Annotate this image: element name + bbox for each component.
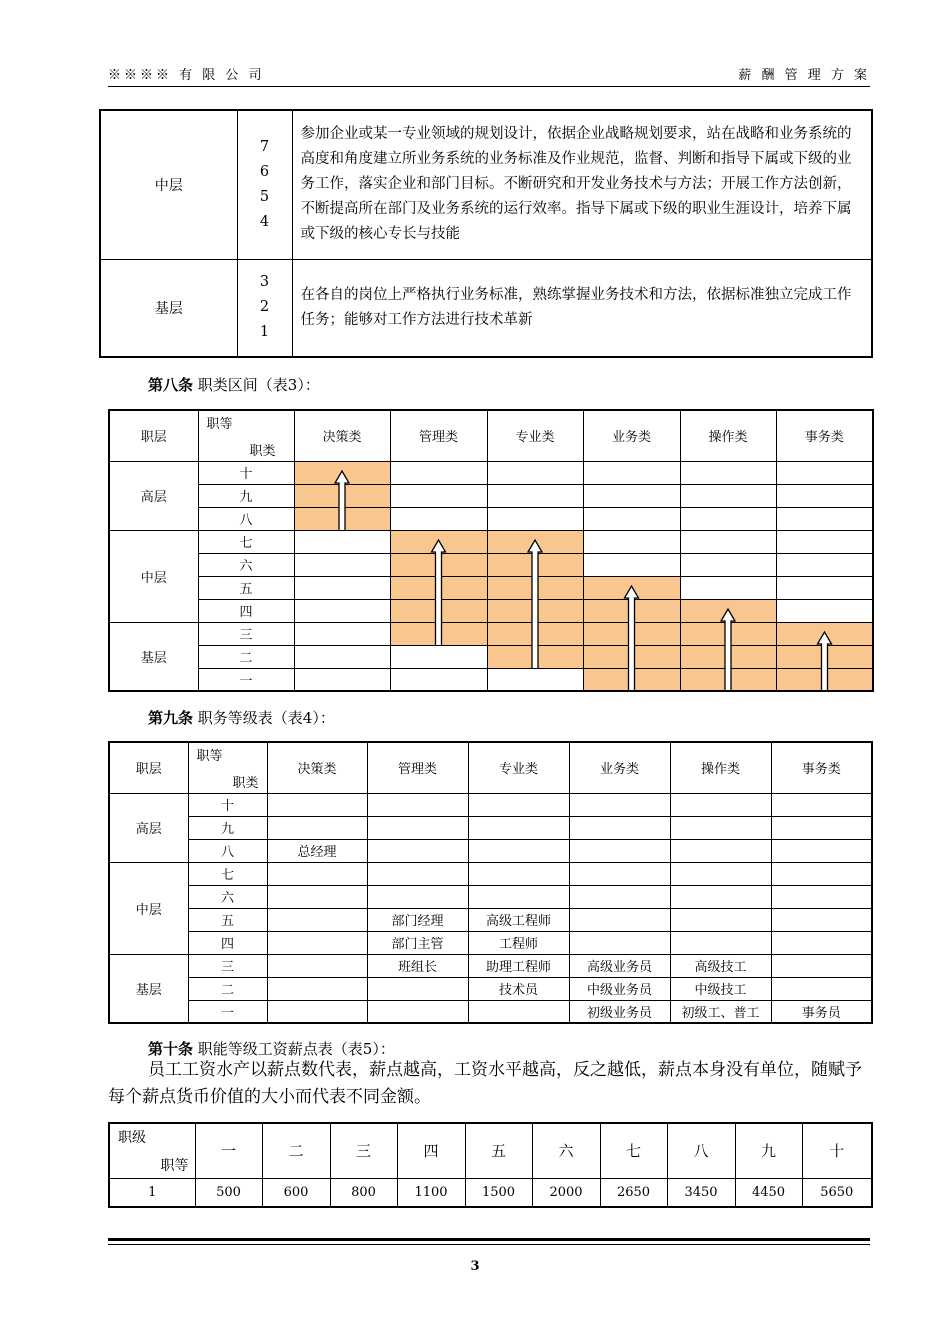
range-cell (680, 645, 776, 668)
section-10-heading: 第十条 职能等级工资薪点表（表5）： (148, 1040, 395, 1058)
table-row (109, 576, 873, 599)
category-header: 操作类 (680, 410, 776, 461)
points-cell: 500 (195, 1178, 262, 1207)
points-cell: 800 (330, 1178, 397, 1207)
position-cell (569, 793, 670, 816)
table-row (109, 507, 873, 530)
range-cell (776, 553, 873, 576)
grade-cell: 一 (188, 1000, 267, 1023)
category-header: 操作类 (670, 742, 771, 793)
range-cell (583, 553, 680, 576)
diagonal-header: 职类 职等 (198, 410, 294, 461)
grade-cell: 六 (188, 885, 267, 908)
grade-cell: 三 (198, 622, 294, 645)
position-cell: 部门主管 (367, 931, 468, 954)
grade-cell: 六 (198, 553, 294, 576)
range-cell (680, 622, 776, 645)
position-cell (267, 1000, 367, 1023)
range-cell (294, 622, 390, 645)
range-cell (390, 507, 487, 530)
range-cell (583, 507, 680, 530)
position-cell (670, 793, 771, 816)
grade-list: 3 2 1 (237, 259, 292, 357)
range-cell (776, 576, 873, 599)
grade-cell: 十 (188, 793, 267, 816)
range-cell (390, 553, 487, 576)
position-cell: 事务员 (771, 1000, 872, 1023)
position-cell (367, 977, 468, 1000)
position-cell (468, 862, 569, 885)
range-cell (487, 461, 583, 484)
grade-cell: 二 (198, 645, 294, 668)
description-cell: 在各自的岗位上严格执行业务标准，熟练掌握业务技术和方法，依据标准独立完成工作任务；能够对工作方法进行技术革新 (292, 259, 872, 357)
level-header: 职层 (109, 742, 188, 793)
range-cell (583, 576, 680, 599)
category-header: 专业类 (487, 410, 583, 461)
position-cell (569, 931, 670, 954)
position-cell (468, 885, 569, 908)
rank-cell: 1 (109, 1178, 195, 1207)
level-cell: 中层 (100, 110, 237, 259)
points-cell: 2650 (600, 1178, 667, 1207)
table-row (109, 461, 873, 484)
range-cell (294, 461, 390, 484)
table-row (109, 1000, 872, 1023)
grade-header: 二 (262, 1123, 330, 1178)
section-9-heading: 第九条 职务等级表（表4）： (148, 709, 335, 727)
position-cell: 部门经理 (367, 908, 468, 931)
position-cell: 技术员 (468, 977, 569, 1000)
range-cell (390, 530, 487, 553)
range-table (108, 409, 874, 692)
range-cell (390, 599, 487, 622)
grade-cell: 七 (188, 862, 267, 885)
table-row (109, 977, 872, 1000)
range-cell (680, 576, 776, 599)
section-8-heading: 第八条 职类区间（表3）： (148, 376, 320, 394)
grade-cell: 四 (188, 931, 267, 954)
range-cell (390, 461, 487, 484)
range-cell (680, 553, 776, 576)
table-row (109, 885, 872, 908)
range-cell (776, 530, 873, 553)
range-cell (583, 645, 680, 668)
position-cell (367, 1000, 468, 1023)
header-rule (108, 86, 870, 87)
grade-cell: 十 (198, 461, 294, 484)
grade-cell: 八 (188, 839, 267, 862)
position-cell (267, 977, 367, 1000)
table-header-row (109, 1123, 872, 1178)
points-cell: 4450 (735, 1178, 802, 1207)
points-cell: 1100 (397, 1178, 465, 1207)
range-cell (680, 484, 776, 507)
category-header: 决策类 (267, 742, 367, 793)
category-header: 管理类 (390, 410, 487, 461)
level-description-table (99, 109, 873, 358)
level-cell: 基层 (109, 622, 198, 691)
table-row (109, 839, 872, 862)
position-cell (468, 1000, 569, 1023)
table-row (100, 259, 872, 357)
position-cell (670, 862, 771, 885)
range-cell (294, 668, 390, 691)
grade-header: 五 (465, 1123, 532, 1178)
description-cell: 参加企业或某一专业领域的规划设计，依据企业战略规划要求，站在战略和业务系统的高度和角度建立所业务系统的业务标准及作业规范，监督、判断和指导下属或下级的业务工作，落实企业和部门目标。不断研究和开发业务技术与方法；开展工作方法创新，不断提高所在部门及业务系统的运行效率。指导下属或下级的职业生涯设计，培养下属或下级的核心专长与技能 (292, 110, 872, 259)
grade-cell: 五 (188, 908, 267, 931)
category-header: 管理类 (367, 742, 468, 793)
table-row (109, 553, 873, 576)
range-cell (390, 576, 487, 599)
position-cell (468, 839, 569, 862)
position-cell: 初级业务员 (569, 1000, 670, 1023)
range-cell (583, 622, 680, 645)
range-cell (294, 599, 390, 622)
position-cell: 中级技工 (670, 977, 771, 1000)
grade-list: 7 6 5 4 (237, 110, 292, 259)
grade-header: 六 (532, 1123, 600, 1178)
position-cell: 高级业务员 (569, 954, 670, 977)
table-row (109, 862, 872, 885)
position-cell (267, 862, 367, 885)
footer-rule-thick (108, 1238, 870, 1241)
category-header: 事务类 (776, 410, 873, 461)
range-cell (390, 668, 487, 691)
category-header: 业务类 (569, 742, 670, 793)
range-cell (294, 530, 390, 553)
page-header (108, 64, 870, 84)
position-cell (367, 862, 468, 885)
range-cell (680, 530, 776, 553)
category-header: 专业类 (468, 742, 569, 793)
position-cell (569, 885, 670, 908)
position-cell (670, 885, 771, 908)
grade-cell: 二 (188, 977, 267, 1000)
position-cell (670, 908, 771, 931)
range-cell (680, 668, 776, 691)
position-cell (771, 908, 872, 931)
level-cell: 基层 (100, 259, 237, 357)
category-header: 业务类 (583, 410, 680, 461)
position-cell (771, 931, 872, 954)
position-cell (771, 885, 872, 908)
position-cell (267, 793, 367, 816)
range-table-wrapper (108, 409, 872, 690)
table-row (109, 816, 872, 839)
position-cell (771, 862, 872, 885)
footer-rule-thin (108, 1244, 870, 1245)
position-cell (771, 839, 872, 862)
table-row (109, 931, 872, 954)
category-header: 决策类 (294, 410, 390, 461)
grade-cell: 九 (188, 816, 267, 839)
grade-cell: 九 (198, 484, 294, 507)
position-cell: 助理工程师 (468, 954, 569, 977)
position-cell (267, 931, 367, 954)
table-row (109, 484, 873, 507)
level-header: 职层 (109, 410, 198, 461)
range-cell (680, 599, 776, 622)
page-number: 3 (470, 1259, 480, 1274)
grade-header: 三 (330, 1123, 397, 1178)
position-cell: 高级技工 (670, 954, 771, 977)
range-cell (583, 599, 680, 622)
table-row (109, 668, 873, 691)
position-cell (670, 839, 771, 862)
position-cell: 班组长 (367, 954, 468, 977)
range-cell (776, 484, 873, 507)
position-cell (569, 816, 670, 839)
position-cell (468, 816, 569, 839)
position-cell (367, 885, 468, 908)
position-cell (468, 793, 569, 816)
position-cell: 初级工、普工 (670, 1000, 771, 1023)
position-cell (670, 931, 771, 954)
range-cell (583, 668, 680, 691)
range-cell (487, 622, 583, 645)
range-cell (294, 484, 390, 507)
range-cell (583, 530, 680, 553)
range-cell (487, 553, 583, 576)
table-row (100, 110, 872, 259)
table-row (109, 645, 873, 668)
range-cell (487, 668, 583, 691)
range-cell (294, 553, 390, 576)
grade-header: 四 (397, 1123, 465, 1178)
range-cell (776, 668, 873, 691)
position-cell: 工程师 (468, 931, 569, 954)
position-cell (267, 816, 367, 839)
level-cell: 中层 (109, 862, 188, 954)
level-cell: 高层 (109, 793, 188, 862)
range-cell (487, 576, 583, 599)
range-cell (390, 484, 487, 507)
position-cell (771, 793, 872, 816)
table-header-row (109, 410, 873, 461)
document-title: 薪 酬 管 理 方 案 (738, 68, 870, 83)
range-cell (487, 530, 583, 553)
range-cell (680, 507, 776, 530)
range-cell (487, 484, 583, 507)
position-cell (771, 977, 872, 1000)
table-header-row (109, 742, 872, 793)
points-cell: 600 (262, 1178, 330, 1207)
position-cell (569, 839, 670, 862)
position-cell (267, 885, 367, 908)
grade-cell: 七 (198, 530, 294, 553)
range-cell (776, 461, 873, 484)
grade-cell: 三 (188, 954, 267, 977)
position-cell: 高级工程师 (468, 908, 569, 931)
range-cell (680, 461, 776, 484)
range-cell (390, 622, 487, 645)
points-cell: 5650 (802, 1178, 872, 1207)
position-cell (569, 908, 670, 931)
position-cell: 中级业务员 (569, 977, 670, 1000)
range-cell (294, 576, 390, 599)
positions-table (108, 741, 873, 1024)
range-cell (294, 645, 390, 668)
level-cell: 基层 (109, 954, 188, 1023)
position-cell (670, 816, 771, 839)
points-cell: 2000 (532, 1178, 600, 1207)
range-cell (487, 645, 583, 668)
grade-cell: 五 (198, 576, 294, 599)
position-cell (367, 793, 468, 816)
grade-cell: 四 (198, 599, 294, 622)
level-cell: 中层 (109, 530, 198, 622)
range-cell (776, 599, 873, 622)
range-cell (487, 507, 583, 530)
position-cell (367, 839, 468, 862)
range-cell (583, 461, 680, 484)
diagonal-header: 职等 职级 (109, 1123, 195, 1178)
level-cell: 高层 (109, 461, 198, 530)
range-cell (390, 645, 487, 668)
table-row (109, 599, 873, 622)
grade-cell: 一 (198, 668, 294, 691)
range-cell (294, 507, 390, 530)
grade-cell: 八 (198, 507, 294, 530)
diagonal-header: 职类 职等 (188, 742, 267, 793)
table-row (109, 530, 873, 553)
range-cell (487, 599, 583, 622)
position-cell: 总经理 (267, 839, 367, 862)
position-cell (771, 816, 872, 839)
points-cell: 3450 (667, 1178, 735, 1207)
position-cell (367, 816, 468, 839)
section-10-paragraph: 员工工资水产以薪点数代表，薪点越高，工资水平越高，反之越低，薪点本身没有单位，随赋予每个薪点货币价值的大小而代表不同金额。 (108, 1060, 862, 1107)
table-row (109, 908, 872, 931)
range-cell (776, 622, 873, 645)
grade-header: 十 (802, 1123, 872, 1178)
grade-header: 一 (195, 1123, 262, 1178)
range-cell (583, 484, 680, 507)
table-row (109, 793, 872, 816)
range-cell (776, 507, 873, 530)
table-row (109, 1178, 872, 1207)
position-cell (771, 954, 872, 977)
position-cell (267, 908, 367, 931)
grade-header: 九 (735, 1123, 802, 1178)
range-cell (776, 645, 873, 668)
position-cell (569, 862, 670, 885)
points-cell: 1500 (465, 1178, 532, 1207)
position-cell (267, 954, 367, 977)
salary-points-table (108, 1122, 873, 1208)
grade-header: 七 (600, 1123, 667, 1178)
grade-header: 八 (667, 1123, 735, 1178)
table-row (109, 622, 873, 645)
table-row (109, 954, 872, 977)
category-header: 事务类 (771, 742, 872, 793)
company-name: ※※※※ 有 限 公 司 (108, 68, 265, 83)
